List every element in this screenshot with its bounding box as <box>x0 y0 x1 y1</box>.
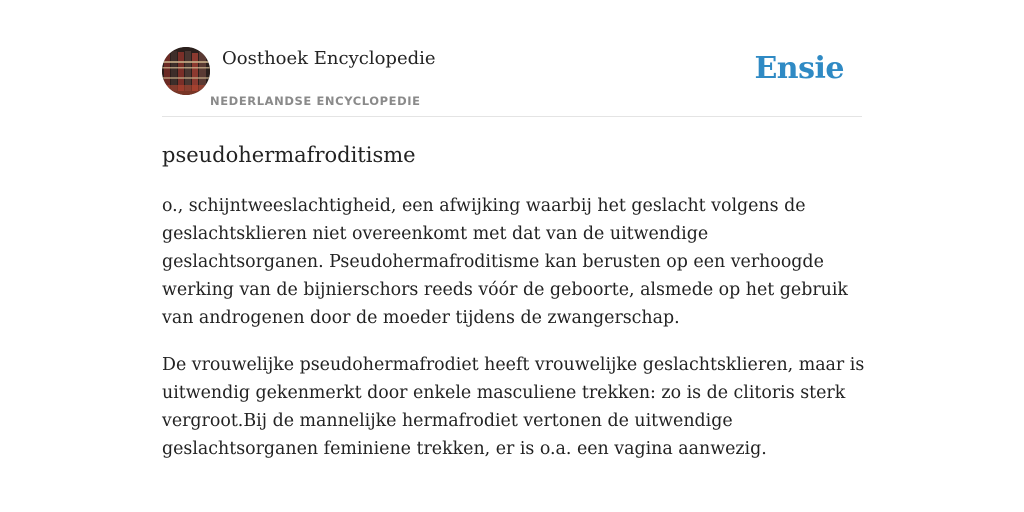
encyclopedia-books-icon[interactable] <box>162 47 210 95</box>
site-name[interactable]: Oosthoek Encyclopedie <box>222 48 436 69</box>
page <box>162 0 865 512</box>
article-paragraph: De vrouwelijke pseudohermafrodiet heeft vrouwelijke geslachtsklieren, maar is uitwendig gekenmerkt door enkele masculiene trekken: zo is de clitoris sterk vergroot.Bij de mannelijke hermafrodiet vertonen de uitwendige geslachtsorganen feminiene trekken, er is o.a. een vagina aanwezig. <box>162 355 865 459</box>
brand-logo[interactable]: Ensie <box>754 51 844 86</box>
site-subtitle: NEDERLANDSE ENCYCLOPEDIE <box>210 94 421 108</box>
site-header <box>162 0 862 117</box>
article-body <box>162 192 868 482</box>
article-title: pseudohermafroditisme <box>162 143 416 167</box>
article-paragraph: o., schijntweeslachtigheid, een afwijking waarbij het geslacht volgens de geslachtsklieren niet overeenkomt met dat van de uitwendige geslachtsorganen. Pseudohermafroditisme kan berusten op een verhoogde werking van de bijnierschors reeds vóór de geboorte, alsmede op het gebruik van androgenen door de moeder tijdens de zwangerschap. <box>162 196 848 328</box>
